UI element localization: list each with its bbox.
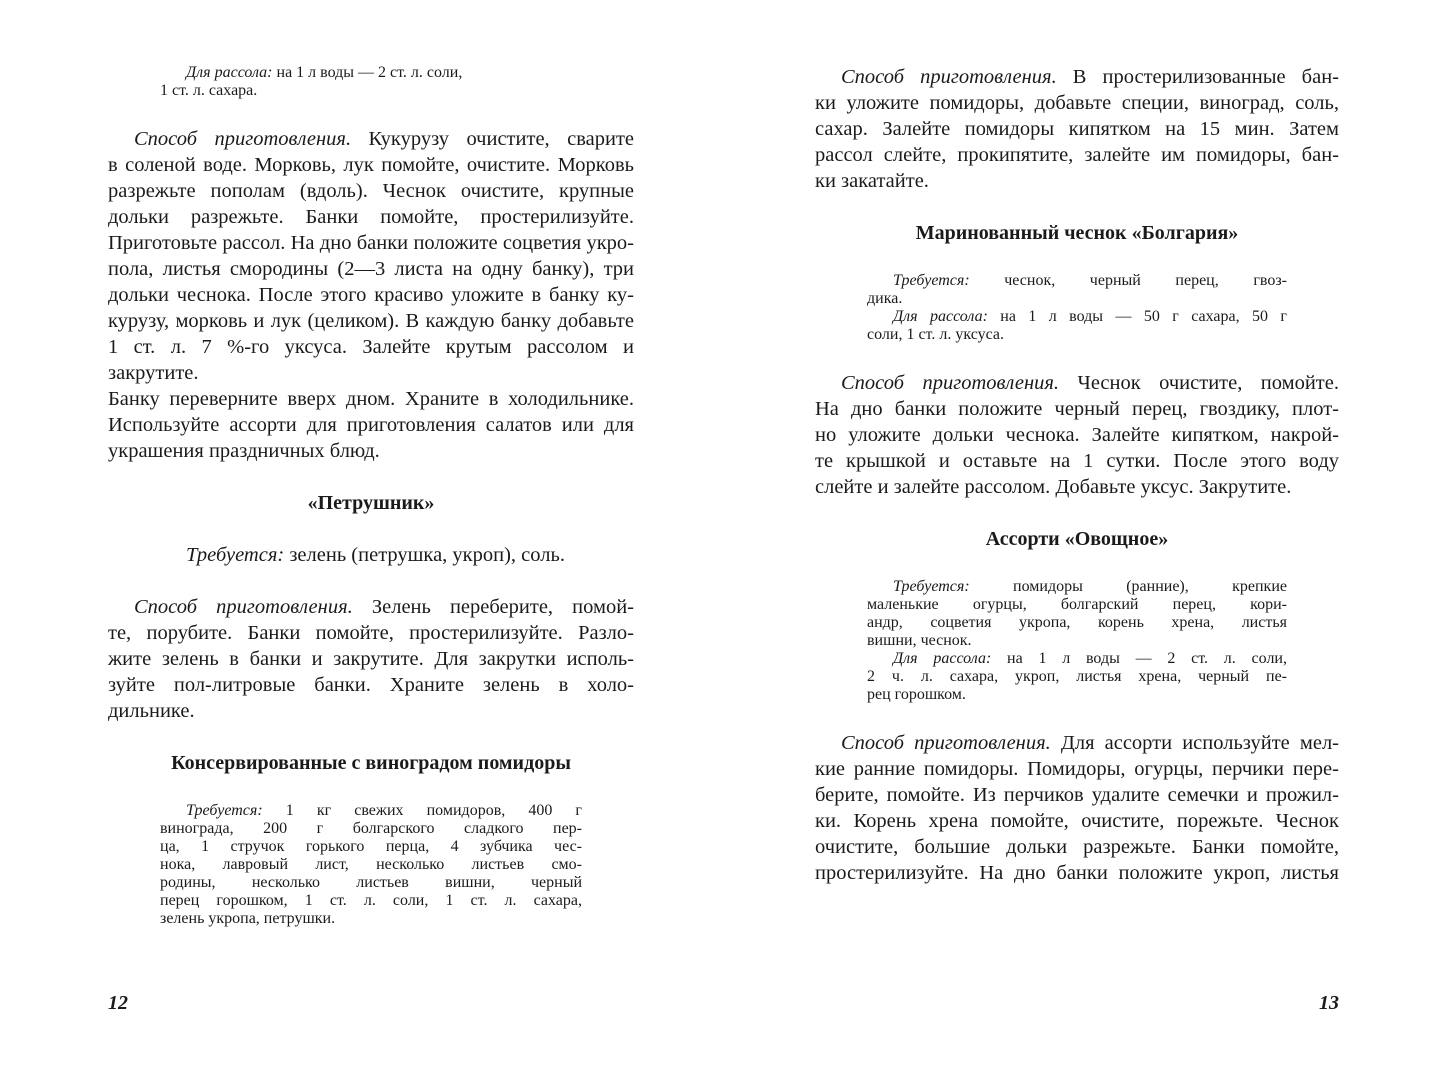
- ingredients-label: Требуется:: [893, 578, 970, 595]
- method-text-line: Чеснок очистите, помойте.: [1059, 372, 1339, 394]
- brine-label: Для рассола:: [893, 308, 988, 325]
- ingredients-label: Требуется:: [893, 272, 970, 289]
- ingredients-assorti: [815, 578, 1339, 704]
- ingredients-text-line: 1 кг свежих помидоров, 400 г: [262, 802, 582, 819]
- recipe-heading-tomatoes-grapes: Консервированные с виноградом помидоры: [171, 752, 571, 774]
- brine-text-line: на 1 л воды — 2 ст. л. соли,: [272, 64, 463, 81]
- ingredients-text-line: вишни, чеснок.: [867, 632, 972, 649]
- method-text-line: ки. Корень хрена помойте, очистите, порежьте. Чеснок: [815, 810, 1339, 832]
- method-text-line: рассол слейте, прокипятите, залейте им помидоры, бан-: [815, 144, 1339, 166]
- method-text-line: кие ранние помидоры. Помидоры, огурцы, перчики пере-: [815, 758, 1339, 780]
- page-number: 12: [108, 992, 128, 1014]
- brine-label: Для рассола:: [186, 64, 273, 81]
- ingredients-text-line: помидоры (ранние), крепкие: [969, 578, 1287, 595]
- ingredients-text-line: перец горошком, 1 ст. л. соли, 1 ст. л. сахара,: [160, 892, 582, 909]
- method-text-line: На дно банки положите черный перец, гвоздику, плот-: [815, 398, 1339, 420]
- method-text-line: ки закатайте.: [815, 170, 929, 192]
- method-garlic: [815, 370, 1339, 500]
- ingredients-text-line: винограда, 200 г болгарского сладкого пер-: [160, 820, 582, 837]
- brine-ingredients-corn: [108, 64, 634, 100]
- brine-label: Для рассола:: [893, 650, 992, 667]
- method-text-line: сахар. Залейте помидоры кипятком на 15 мин. Затем: [815, 118, 1339, 140]
- method-text-line: 1 ст. л. 7 %-го уксуса. Залейте крутым рассолом и закрутите.: [108, 336, 634, 384]
- method-text-line: простерилизуйте. На дно банки положите укроп, листья: [815, 862, 1339, 884]
- method-tomatoes-grapes: [815, 64, 1339, 194]
- method-corn: [108, 126, 634, 464]
- recipe-heading-petrushnik: «Петрушник»: [307, 492, 435, 514]
- method-label: Способ приготовления.: [841, 372, 1060, 394]
- method-text-line: курузу, морковь и лук (целиком). В каждую банку добавьте: [108, 310, 634, 332]
- page-number: 13: [1319, 992, 1339, 1014]
- right-page: [815, 0, 1339, 1080]
- brine-text-line: соли, 1 ст. л. уксуса.: [867, 326, 1004, 343]
- ingredients-text-line: чеснок, черный перец, гвоз-: [969, 272, 1287, 289]
- ingredients-tomatoes-grapes: [108, 802, 634, 928]
- ingredients-text-line: нока, лавровый лист, несколько листьев смо-: [160, 856, 582, 873]
- method-label: Способ приготовления.: [841, 66, 1057, 88]
- recipe-heading-garlic-bulgaria: Маринованный чеснок «Болгария»: [915, 222, 1239, 244]
- method-text-line: берите, помойте. Из перчиков удалите семечки и прожил-: [815, 784, 1339, 806]
- method-text-line: зуйте пол-литровые банки. Храните зелень в холо-: [108, 674, 634, 696]
- brine-text-line: 1 ст. л. сахара.: [160, 82, 258, 99]
- method-text-line: Зелень переберите, помой-: [352, 596, 634, 618]
- method-text-line: разрежьте пополам (вдоль). Чеснок очистите, крупные: [108, 180, 634, 202]
- method-text-line: Банку переверните вверх дном. Храните в холодильнике.: [108, 388, 634, 410]
- ingredients-text-line: дика.: [867, 290, 903, 307]
- method-text-line: Кукурузу очистите, сварите: [351, 128, 635, 150]
- method-text-line: но уложите дольки чеснока. Залейте кипятком, накрой-: [815, 424, 1339, 446]
- method-text-line: пола, листья смородины (2—3 листа на одну банку), три: [108, 258, 634, 280]
- ingredients-label: Требуется:: [186, 544, 285, 566]
- left-page: [108, 0, 634, 1080]
- method-text-line: слейте и залейте рассолом. Добавьте уксус. Закрутите.: [815, 476, 1292, 498]
- method-text-line: те крышкой и оставьте на 1 сутки. После этого воду: [815, 450, 1339, 472]
- left-page-content: [108, 64, 634, 928]
- method-text-line: Для ассорти используйте мел-: [1050, 732, 1339, 754]
- method-text-line: в соленой воде. Морковь, лук помойте, очистите. Морковь: [108, 154, 634, 176]
- method-text-line: дольки чеснока. После этого красиво уложите в банку ку-: [108, 284, 634, 306]
- ingredients-garlic: [815, 272, 1339, 344]
- method-text-line: дильнике.: [108, 700, 195, 722]
- ingredients-text-line: родины, несколько листьев вишни, черный: [160, 874, 582, 891]
- method-assorti: [815, 730, 1339, 886]
- method-text-line: Приготовьте рассол. На дно банки положите соцветия укро-: [108, 232, 634, 254]
- method-label: Способ приготовления.: [841, 732, 1051, 754]
- ingredients-text-line: зелень укропа, петрушки.: [160, 910, 336, 927]
- method-text-line: Используйте ассорти для приготовления салатов или для: [108, 414, 634, 436]
- method-text-line: дольки разрежьте. Банки помойте, простерилизуйте.: [108, 206, 634, 228]
- ingredients-text-line: маленькие огурцы, болгарский перец, кори-: [867, 596, 1287, 613]
- method-text-line: жите зелень в банки и закрутите. Для закрутки исполь-: [108, 648, 634, 670]
- method-text-line: украшения праздничных блюд.: [108, 440, 380, 462]
- brine-text-line: рец горошком.: [867, 686, 966, 703]
- recipe-heading-assorti-ovoshchnoe: Ассорти «Овощное»: [985, 528, 1169, 550]
- ingredients-text-line: андр, соцветия укропа, корень хрена, листья: [867, 614, 1287, 631]
- method-text-line: В простерилизованные бан-: [1056, 66, 1340, 88]
- right-page-content: [815, 64, 1339, 886]
- method-text-line: очистите, большие дольки разрежьте. Банки помойте,: [815, 836, 1339, 858]
- brine-text-line: 2 ч. л. сахара, укроп, листья хрена, черный пе-: [867, 668, 1287, 685]
- brine-text-line: на 1 л воды — 50 г сахара, 50 г: [987, 308, 1287, 325]
- ingredients-text: зелень (петрушка, укроп), соль.: [284, 544, 565, 566]
- ingredients-label: Требуется:: [186, 802, 263, 819]
- method-petrushnik: [108, 594, 634, 724]
- method-text-line: ки уложите помидоры, добавьте специи, виноград, соль,: [815, 92, 1339, 114]
- method-label: Способ приготовления.: [134, 596, 353, 618]
- method-text-line: те, порубите. Банки помойте, простерилизуйте. Разло-: [108, 622, 634, 644]
- ingredients-petrushnik: [108, 542, 634, 568]
- method-label: Способ приготовления.: [134, 128, 352, 150]
- ingredients-text-line: ца, 1 стручок горького перца, 4 зубчика чес-: [160, 838, 582, 855]
- brine-text-line: на 1 л воды — 2 ст. л. соли,: [991, 650, 1287, 667]
